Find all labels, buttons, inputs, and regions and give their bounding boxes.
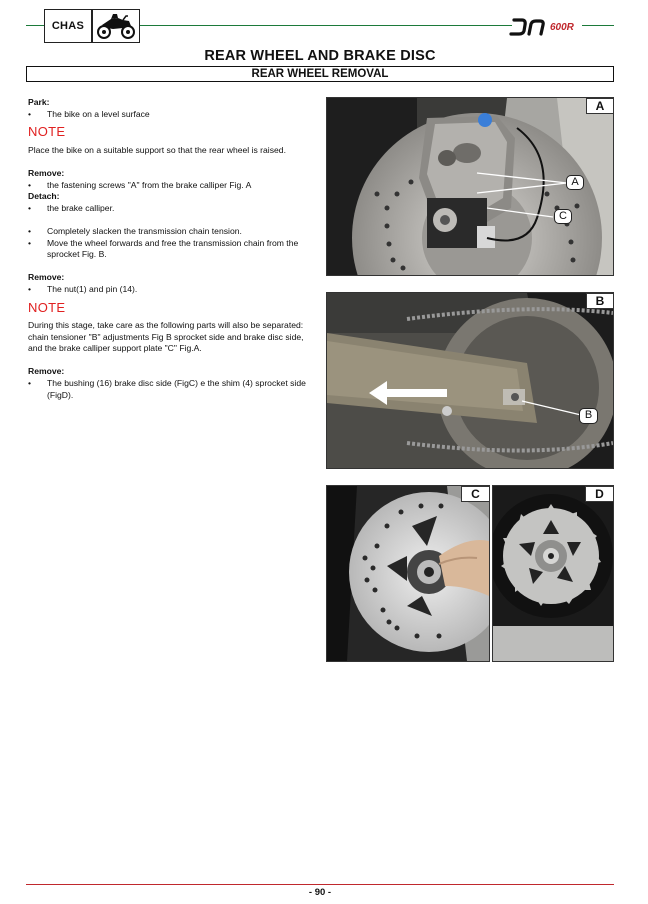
callout-b: B	[579, 408, 598, 424]
footer-rule	[26, 884, 614, 885]
remove-heading: Remove:	[28, 272, 65, 283]
note-heading: NOTE	[28, 299, 66, 315]
section-subtitle: REAR WHEEL REMOVAL	[26, 66, 614, 82]
remove-heading: Remove:	[28, 167, 65, 178]
bullet: •	[28, 237, 32, 248]
figure-a-label: A	[586, 98, 614, 114]
list-item: • The bushing (16) brake disc side (FigC) e the shim (4) sprocket side (FigD).	[28, 378, 306, 400]
list-item: • Completely slacken the transmission chain tension.	[28, 225, 242, 236]
header-rule	[140, 25, 506, 26]
bullet: •	[28, 283, 32, 294]
section-tab: CHAS	[44, 9, 92, 43]
figure-c-photo	[326, 485, 490, 662]
detach-heading: Detach:	[28, 191, 60, 202]
motorcycle-icon	[92, 9, 140, 43]
list-item: • The bike on a level surface	[28, 108, 150, 119]
list-item: • The nut(1) and pin (14).	[28, 283, 138, 294]
figure-d-photo	[492, 485, 614, 662]
callout-a: A	[566, 175, 584, 190]
page-number: - 90 -	[308, 887, 332, 898]
remove-heading: Remove:	[28, 366, 65, 377]
instructions-column	[28, 97, 314, 401]
bullet: •	[28, 225, 32, 236]
support-paragraph: Place the bike on a suitable support so that the rear wheel is raised.	[28, 144, 286, 155]
bullet: •	[28, 108, 32, 119]
park-heading: Park:	[28, 97, 50, 107]
figure-b-label: B	[586, 293, 614, 309]
page-title: REAR WHEEL AND BRAKE DISC	[204, 48, 436, 64]
stage-paragraph: During this stage, take care as the following parts will also be separated: chain tensioner "B" adjustments Fig B sprocket side and brake disc side, and the brake calliper support plate "C" Fig.A.	[28, 320, 304, 354]
figure-c-label: C	[461, 486, 490, 502]
bullet: •	[28, 378, 32, 389]
list-item: • the brake calliper.	[28, 202, 115, 213]
bn600r-logo	[506, 16, 614, 38]
figure-b-photo	[326, 292, 614, 469]
header-rule-left	[26, 25, 44, 26]
note-heading: NOTE	[28, 124, 66, 140]
callout-c: C	[554, 209, 572, 224]
svg-text:600R: 600R	[550, 22, 574, 33]
bullet: •	[28, 202, 32, 213]
bullet: •	[28, 179, 32, 190]
figure-d-label: D	[585, 486, 614, 502]
list-item: • Move the wheel forwards and free the transmission chain from the sprocket Fig. B.	[28, 237, 299, 260]
list-item: • the fastening screws "A" from the brake calliper Fig. A	[28, 179, 252, 190]
